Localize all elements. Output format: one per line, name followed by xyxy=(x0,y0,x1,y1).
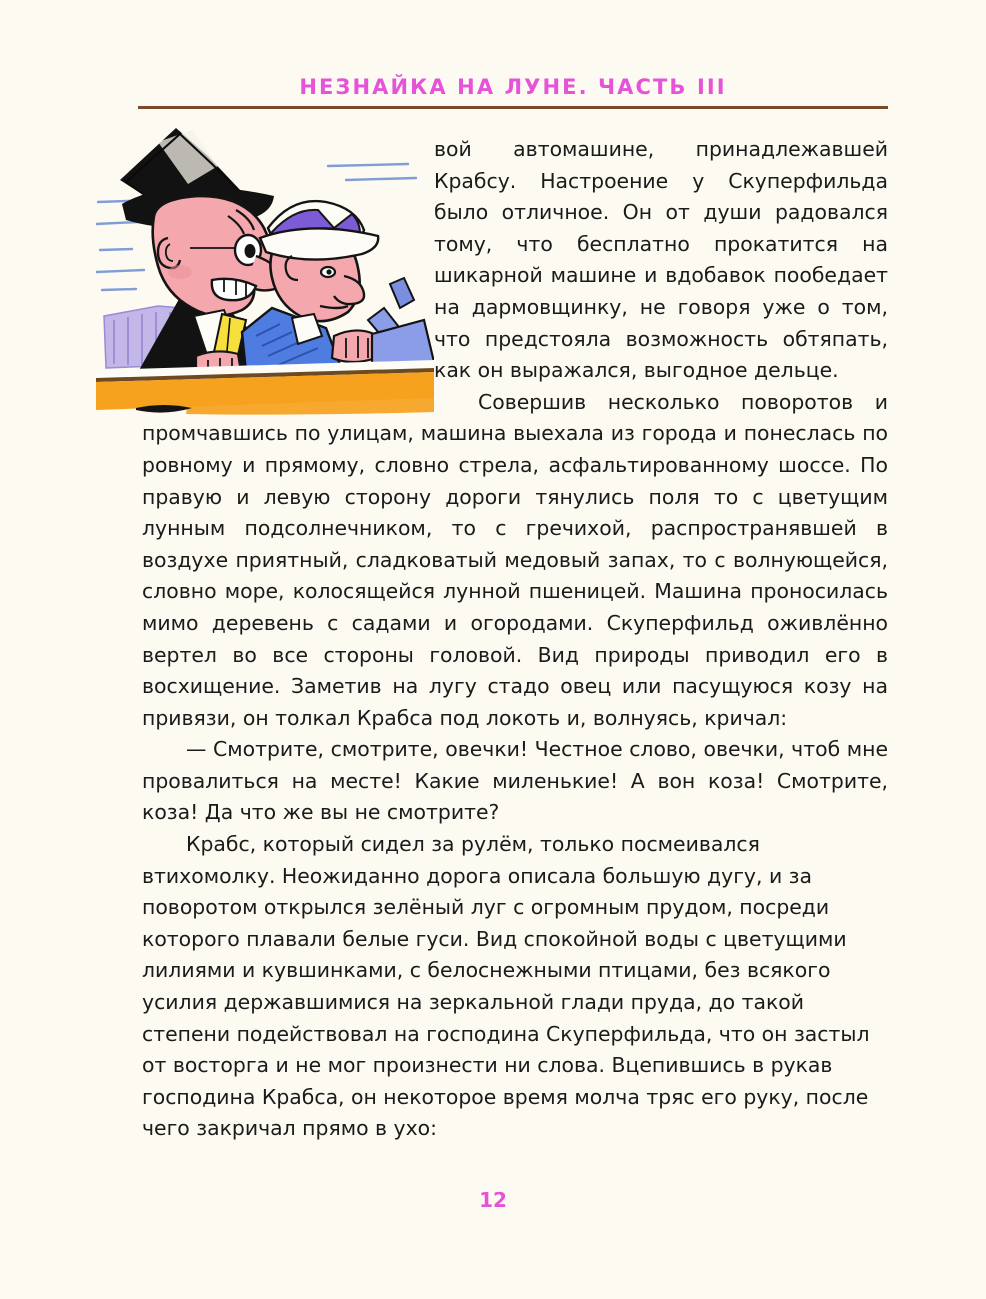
illustration-wrap-shim xyxy=(142,134,434,416)
paragraph-3: — Смотрите, смотрите, овечки! Честное слово, овечки, чтоб мне провалиться на месте! Какие миленькие! А вон коза! Смотрите, коза! Да что же вы не смотрите? xyxy=(142,737,888,825)
running-head-title: НЕЗНАЙКА НА ЛУНЕ. ЧАСТЬ III xyxy=(299,75,727,99)
page-number: 12 xyxy=(479,1188,507,1212)
paragraph-4: Крабс, который сидел за рулём, только посмеивался втихомолку. Неожиданно дорога описала большую дугу, и за поворотом открылся зелёный луг с огромным прудом, посреди которого плавали белые гуси. Вид спокойной воды с цветущими лилиями и кувшинками, с белоснежными птицами, без всякого усилия державшимися на зеркальной глади пруда, до такой степени подействовал на господина Скуперфильда, что он застыл от восторга и не мог произнести ни слова. Вцепившись в рукав господина Крабса, он некоторое время молча тряс его руку, после чего закричал прямо в ухо: xyxy=(142,832,870,1141)
paragraph-2: Совершив несколько поворотов и промчавшись по улицам, машина выехала из города и понеслась по ровному и прямому, словно стрела, асфальтированному шоссе. По правую и левую сторону дороги тянулись поля то с цветущим лунным подсолнечником, то с гречихой, распространявшей в воздухе приятный, сладковатый медовый запах, то с волнующейся, словно море, колосящейся лунной пшеницей. Машина проносилась мимо деревень с садами и огородами. Скуперфильд оживлённо вертел во все стороны головой. Вид природы приводил его в восхищение. Заметив на лугу стадо овец или пасущуюся козу на привязи, он толкал Крабса под локоть и, волнуясь, кричал: xyxy=(142,389,888,730)
running-head-rule xyxy=(138,106,888,109)
running-head xyxy=(138,74,888,100)
paragraph-1: вой автомашине, принадлежавшей Крабсу. Настроение у Скуперфильда было отличное. Он от души радовался тому, что бесплатно прокатится на шикарной машине и вдобавок пообедает на дармовщинку, не говоря уже о том, что предстояла возможность обтяпать, как он выражался, выгодное дельце. xyxy=(434,137,888,383)
body-text xyxy=(142,134,888,1145)
